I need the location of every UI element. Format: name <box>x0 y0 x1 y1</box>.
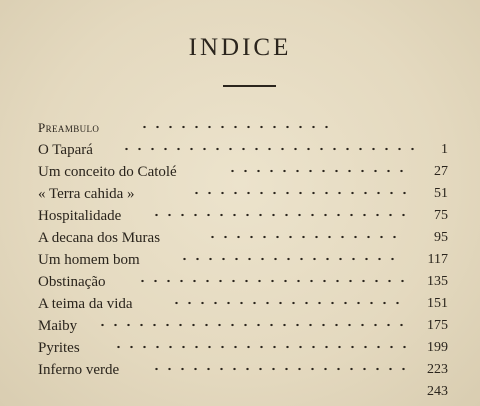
table-of-contents <box>38 118 448 404</box>
title-rule <box>223 85 276 87</box>
toc-entry <box>38 250 448 272</box>
toc-leader-dots <box>206 234 406 240</box>
toc-leader-dots <box>190 190 406 196</box>
toc-entry-title: A decana dos Muras <box>38 230 161 246</box>
toc-entry-page: 51 <box>434 186 448 201</box>
toc-entry <box>38 338 448 360</box>
toc-entry <box>38 228 448 250</box>
toc-entry <box>38 382 448 404</box>
toc-entry-title: Pyrites <box>38 340 80 356</box>
toc-entry-page: 175 <box>427 318 448 333</box>
toc-entry-title: Hospitalidade <box>38 208 122 224</box>
toc-entry <box>38 360 448 382</box>
toc-entry-title: Um conceito do Catolé <box>38 164 177 180</box>
toc-leader-dots <box>226 168 406 174</box>
toc-entry-title: A teima da vida <box>38 296 133 312</box>
toc-leader-dots <box>120 146 418 152</box>
toc-entry <box>38 140 448 162</box>
toc-entry-title: Inferno verde <box>38 362 120 378</box>
toc-entry <box>38 272 448 294</box>
toc-entry-page: 75 <box>434 208 448 223</box>
toc-entry <box>38 294 448 316</box>
toc-entry <box>38 206 448 228</box>
toc-entry-page: 95 <box>434 230 448 245</box>
toc-entry-page: 243 <box>427 384 448 399</box>
toc-entry-page: 27 <box>434 164 448 179</box>
toc-entry-title: Obstinação <box>38 274 106 290</box>
page-title: INDICE <box>188 34 292 61</box>
toc-leader-dots <box>170 300 404 306</box>
toc-leader-dots <box>96 322 404 328</box>
toc-entry <box>38 184 448 206</box>
toc-entry <box>38 316 448 338</box>
toc-entry-page: 151 <box>427 296 448 311</box>
toc-leader-dots <box>138 124 338 130</box>
toc-leader-dots <box>136 278 404 284</box>
toc-leader-dots <box>150 366 408 372</box>
toc-entry-title: O Tapará <box>38 142 93 158</box>
toc-entry-title: « Terra cahida » <box>38 186 135 202</box>
toc-entry-title: Maiby <box>38 318 78 334</box>
toc-entry-page: 223 <box>427 362 448 377</box>
toc-entry-page: 135 <box>427 274 448 289</box>
toc-leader-dots <box>112 344 408 350</box>
toc-entry <box>38 162 448 184</box>
toc-entry-page: 1 <box>441 142 448 157</box>
toc-leader-dots <box>178 256 400 262</box>
toc-entry-page: 117 <box>427 252 448 267</box>
toc-leader-dots <box>150 212 412 218</box>
toc-entry-title: Um homem bom <box>38 252 140 268</box>
toc-entry <box>38 118 448 140</box>
toc-entry-page: 199 <box>427 340 448 355</box>
toc-entry-title: Preambulo <box>38 120 100 135</box>
